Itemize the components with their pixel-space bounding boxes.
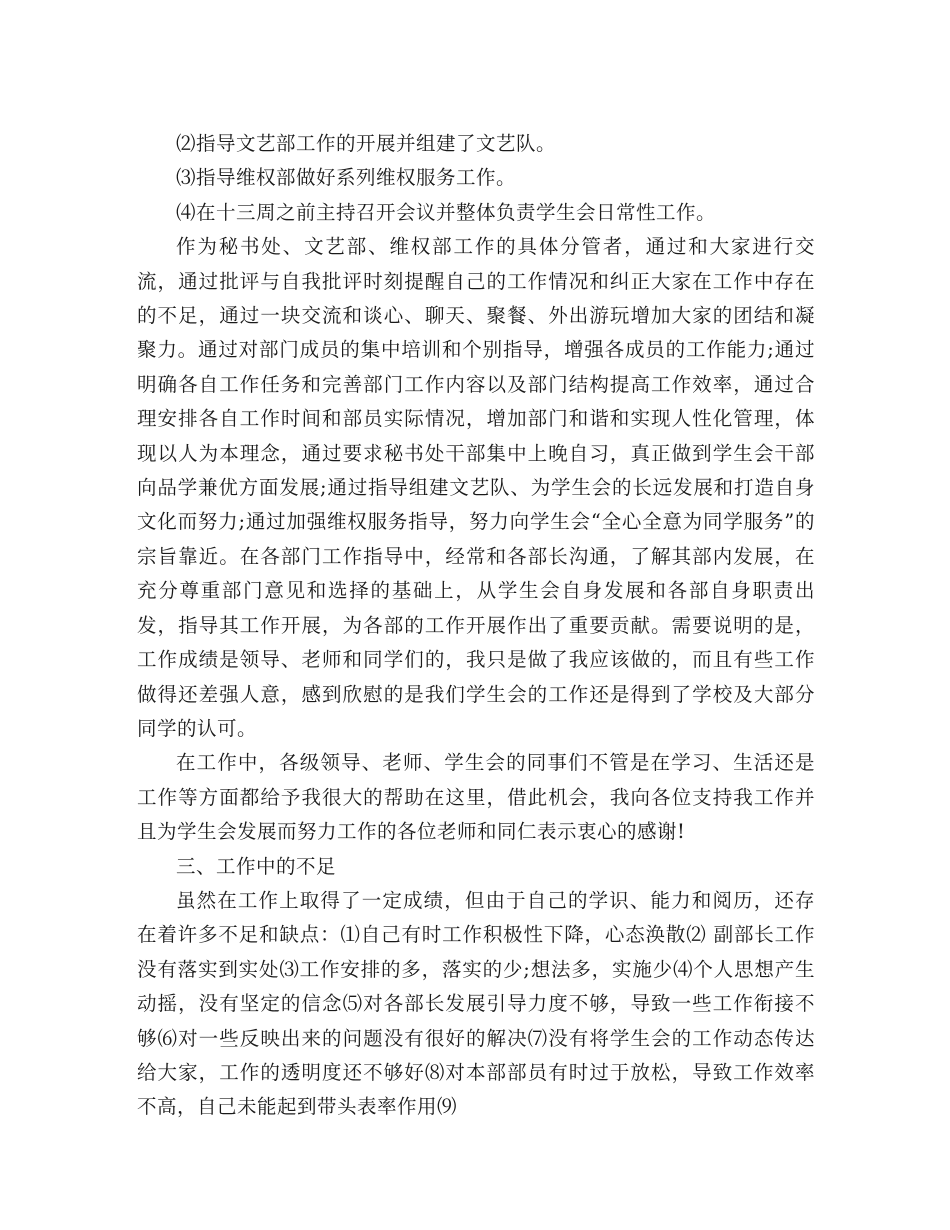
paragraph-responsibilities: 作为秘书处、文艺部、维权部工作的具体分管者，通过和大家进行交流，通过批评与自我批评时刻提醒自己的工作情况和纠正大家在工作中存在的不足，通过一块交流和谈心、聊天、聚餐、外出游玩增加大家的团结和凝聚力。通过对部门成员的集中培训和个别指导，增强各成员的工作能力;通过明确各自工作任务和完善部门工作内容以及部门结构提高工作效率，通过合理安排各自工作时间和部员实际情况，增加部门和谐和实现人性化管理，体现以人为本理念，通过要求秘书处干部集中上晚自习，真正做到学生会干部向品学兼优方面发展;通过指导组建文艺队、为学生会的长远发展和打造自身文化而努力;通过加强维权服务指导，努力向学生会“全心全意为同学服务”的宗旨靠近。在各部门工作指导中，经常和各部长沟通，了解其部内发展，在充分尊重部门意见和选择的基础上，从学生会自身发展和各部自身职责出发，指导其工作开展，为各部的工作开展作出了重要贡献。需要说明的是，工作成绩是领导、老师和同学们的，我只是做了我应该做的，而且有些工作做得还差强人意，感到欣慰的是我们学生会的工作还是得到了学校及大部分同学的认可。 (137, 235, 815, 740)
document-body (137, 127, 815, 1125)
paragraph-thanks: 在工作中，各级领导、老师、学生会的同事们不管是在学习、生活还是工作等方面都给予我很大的帮助在这里，借此机会，我向各位支持我工作并且为学生会发展而努力工作的各位老师和同仁表示衷心的感谢! (137, 751, 815, 844)
paragraph-item-2: ⑵指导文艺部工作的开展并组建了文艺队。 (176, 132, 557, 155)
section-heading-shortcomings: 三、工作中的不足 (176, 854, 337, 878)
paragraph-shortcomings: 虽然在工作上取得了一定成绩，但由于自己的学识、能力和阅历，还存在着许多不足和缺点：⑴自己有时工作积极性下降，心态涣散⑵ 副部长工作没有落实到实处⑶工作安排的多，落实的少;想法多，实施少⑷个人思想产生动摇，没有坚定的信念⑸对各部长发展引导力度不够，导致一些工作衔接不够⑹对一些反映出来的问题没有很好的解决⑺没有将学生会的工作动态传达给大家，工作的透明度还不够好⑻对本部部员有时过于放松，导致工作效率不高，自己未能起到带头表率作用⑼ (137, 888, 815, 1119)
paragraph-item-4: ⑷在十三周之前主持召开会议并整体负责学生会日常性工作。 (176, 200, 717, 224)
paragraph-item-3: ⑶指导维权部做好系列维权服务工作。 (176, 166, 517, 190)
